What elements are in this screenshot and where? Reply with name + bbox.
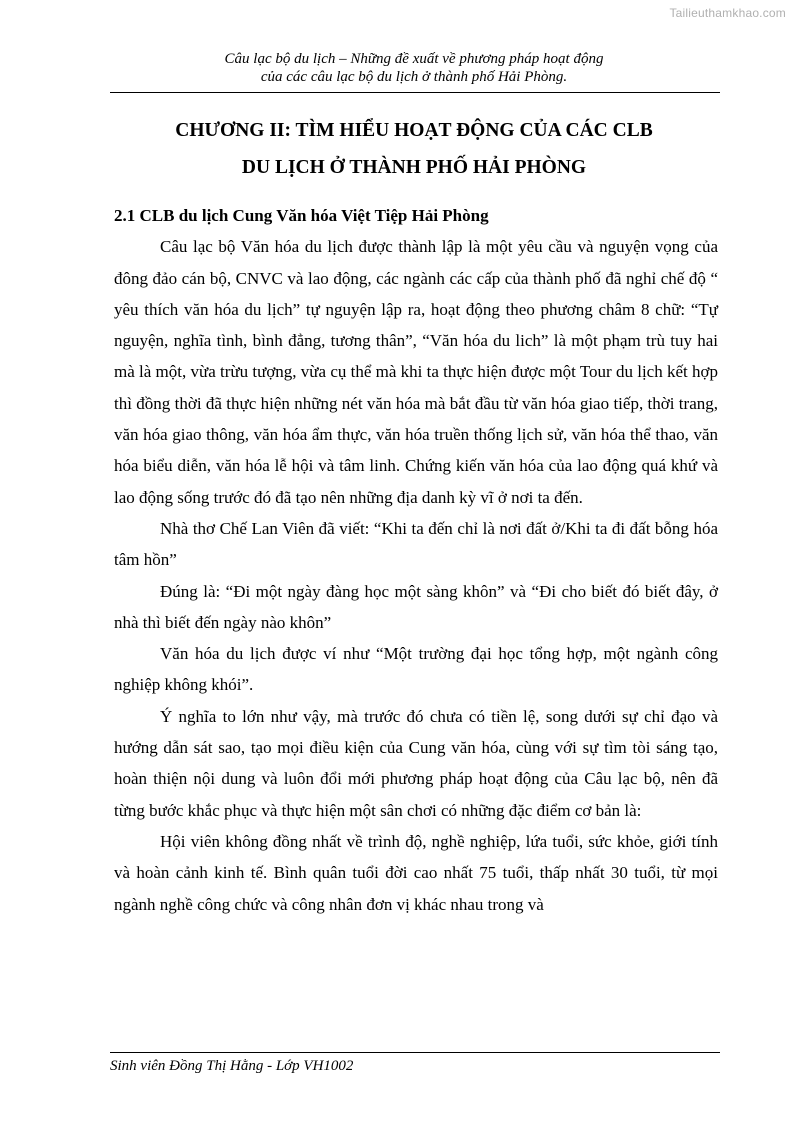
page-header [110, 50, 718, 86]
page-footer: Sinh viên Đồng Thị Hằng - Lớp VH1002 [110, 1058, 354, 1074]
paragraph: Ý nghĩa to lớn như vậy, mà trước đó chưa có tiền lệ, song dưới sự chỉ đạo và hướng dẫn sát sao, tạo mọi điều kiện của Cung văn hóa, cùng với sự tìm tòi sáng tạo, hoàn thiện nội dung và luôn đổi mới phương pháp hoạt động của Câu lạc bộ, nên đã từng bước khắc phục và thực hiện một sân chơi có những đặc điểm cơ bản là: [114, 706, 718, 820]
chapter-title-line-1: CHƯƠNG II: TÌM HIỂU HOẠT ĐỘNG CỦA CÁC CLB [175, 120, 653, 141]
header-line-1: Câu lạc bộ du lịch – Những đề xuất về phương pháp hoạt động [224, 51, 604, 67]
chapter-title-line-2: DU LỊCH Ở THÀNH PHỐ HẢI PHÒNG [241, 157, 587, 178]
section-heading: 2.1 CLB du lịch Cung Văn hóa Việt Tiệp Hải Phòng [114, 206, 489, 225]
watermark: Tailieuthamkhao.com [669, 6, 786, 20]
paragraph: Nhà thơ Chế Lan Viên đã viết: “Khi ta đến chỉ là nơi đất ở/Khi ta đi đất bỗng hóa tâm hồn” [114, 518, 718, 570]
chapter-title [110, 112, 718, 186]
paragraph: Câu lạc bộ Văn hóa du lịch được thành lập là một yêu cầu và nguyện vọng của đông đảo cán bộ, CNVC và lao động, các ngành các cấp của thành phố đã nghỉ chế độ “ yêu thích văn hóa du lịch” tự nguyện lập ra, hoạt động theo phương châm 8 chữ: “Tự nguyện, nghĩa tình, bình đẳng, tương thân”, “Văn hóa du lich” là một phạm trù tuy hai mà là một, vừa trừu tượng, vừa cụ thể mà khi ta thực hiện được một Tour du lịch kết hợp thì đồng thời đã thực hiện những nét văn hóa mà bắt đầu từ văn hóa giao tiếp, thời trang, văn hóa giao thông, văn hóa ẩm thực, văn hóa truền thống lịch sử, văn hóa thể thao, văn hóa biểu diễn, văn hóa lễ hội và tâm linh. Chứng kiến văn hóa của lao động quá khứ và lao động sống trước đó đã tạo nên những địa danh kỳ vĩ ở nơi ta đến. [114, 237, 718, 507]
paragraph: Đúng là: “Đi một ngày đàng học một sàng khôn” và “Đi cho biết đó biết đây, ở nhà thì biết đến ngày nào khôn” [114, 581, 718, 632]
paragraph: Văn hóa du lịch được ví như “Một trường đại học tổng hợp, một ngành công nghiệp không khói”. [114, 644, 718, 695]
header-divider [110, 92, 720, 93]
paragraph: Hội viên không đồng nhất về trình độ, nghề nghiệp, lứa tuổi, sức khỏe, giới tính và hoàn cảnh kinh tế. Bình quân tuổi đời cao nhất 75 tuổi, thấp nhất 30 tuổi, từ mọi ngành nghề công chức và công nhân đơn vị khác nhau trong và [114, 831, 718, 914]
footer-divider [110, 1052, 720, 1053]
header-line-2: của các câu lạc bộ du lịch ở thành phố Hải Phòng. [260, 69, 568, 85]
body-content [114, 200, 718, 920]
